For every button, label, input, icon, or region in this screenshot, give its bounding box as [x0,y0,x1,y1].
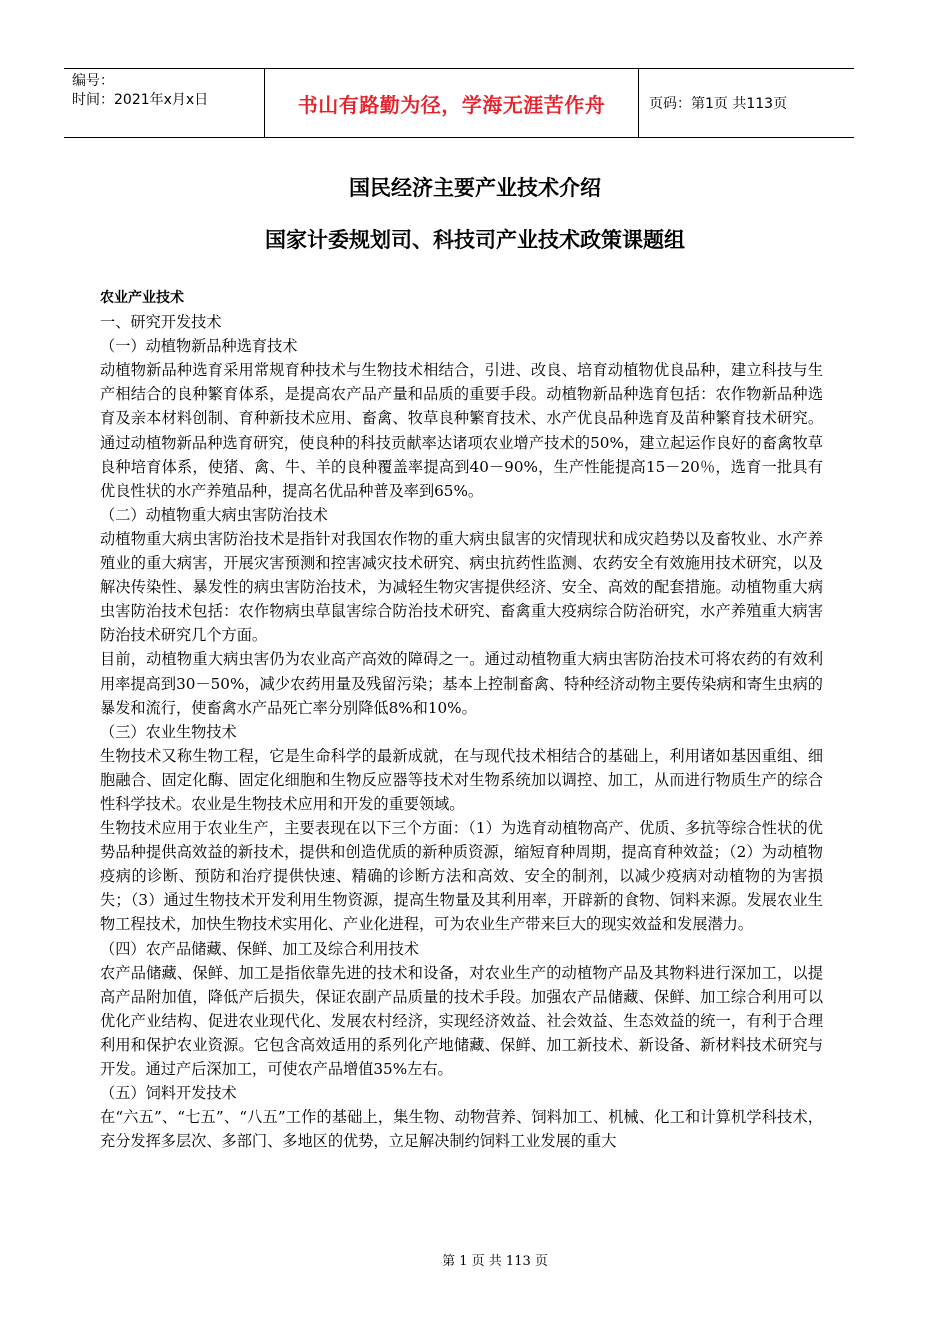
page-footer: 第 1 页 共 113 页 [442,1254,548,1269]
subheading-1: （一）动植物新品种选育技术 [100,337,298,356]
subheading-2: （二）动植物重大病虫害防治技术 [100,505,328,524]
header-meta [64,69,265,137]
document-title: 国民经济主要产业技术介绍 [349,176,601,200]
page-header [64,68,854,138]
subheading-5: （五）饲料开发技术 [100,1084,237,1103]
paragraph: 生物技术应用于农业生产，主要表现在以下三个方面：（1）为选育动植物高产、优质、多抗等综合性状的优势品种提供高效益的新技术，提供和创造优质的新种质资源，缩短育种周期，提高育种效益；（2）为动植物疫病的诊断、预防和治疗提供快速、精确的诊断方法和高效、安全的制剂，以减少疫病对动植物的为害损失；（3）通过生物技术开发利用生物资源，提高生物量及其利用率，开辟新的食物、饲料来源。发展农业生物工程技术，加快生物技术实用化、产业化进程，可为农业生产带来巨大的现实效益和发展潜力。 [100,819,823,934]
part-heading: 一、研究开发技术 [100,313,222,332]
header-time: 时间：2021年x月x日 [72,92,209,108]
header-motto: 书山有路勤为径，学海无涯苦作舟 [265,69,639,137]
paragraph: 生物技术又称生物工程，它是生命科学的最新成就，在与现代技术相结合的基础上，利用诸如基因重组、细胞融合、固定化酶、固定化细胞和生物反应器等技术对生物系统加以调控、加工，从而进行物质生产的综合性科学技术。农业是生物技术应用和开发的重要领域。 [100,746,823,813]
paragraph: 动植物重大病虫害防治技术是指针对我国农作物的重大病虫鼠害的灾情现状和成灾趋势以及畜牧业、水产养殖业的重大病害，开展灾害预测和控害减灾技术研究、病虫抗药性监测、农药安全有效施用技术研究，以及解决传染性、暴发性的病虫害防治技术，为减轻生物灾害提供经济、安全、高效的配套措施。动植物重大病虫害防治技术包括：农作物病虫草鼠害综合防治技术研究、畜禽重大疫病综合防治研究，水产养殖重大病害防治技术研究几个方面。 [100,529,823,645]
paragraph: 目前，动植物重大病虫害仍为农业高产高效的障碍之一。通过动植物重大病虫害防治技术可将农药的有效利用率提高到30－50%，减少农药用量及残留污染；基本上控制畜禽、特种经济动物主要传染病和寄生虫病的暴发和流行，使畜禽水产品死亡率分别降低8%和10%。 [100,650,823,717]
header-number: 编号： [72,73,114,89]
subheading-3: （三）农业生物技术 [100,722,237,741]
section-heading: 农业产业技术 [100,290,184,306]
paragraph: 农产品储藏、保鲜、加工是指依靠先进的技术和设备，对农业生产的动植物产品及其物料进行深加工，以提高产品附加值，降低产后损失，保证农副产品质量的技术手段。加强农产品储藏、保鲜、加工综合利用可以优化产业结构、促进农业现代化、发展农村经济，实现经济效益、社会效益、生态效益的统一，有利于合理利用和保护农业资源。它包含高效适用的系列化产地储藏、保鲜、加工新技术、新设备、新材料技术研究与开发。通过产后深加工，可使农产品增值35%左右。 [100,963,823,1078]
paragraph: 在“六五”、“七五”、“八五”工作的基础上，集生物、动物营养、饲料加工、机械、化工和计算机学科技术，充分发挥多层次、多部门、多地区的优势，立足解决制约饲料工业发展的重大 [100,1108,823,1151]
header-page-info: 页码：第1页 共113页 [649,96,788,112]
subheading-4: （四）农产品储藏、保鲜、加工及综合利用技术 [100,939,419,958]
document-body [100,286,823,1153]
document-subtitle: 国家计委规划司、科技司产业技术政策课题组 [265,228,685,252]
paragraph: 动植物新品种选育采用常规育种技术与生物技术相结合，引进、改良、培育动植物优良品种，建立科技与生产相结合的良种繁育体系，是提高农产品产量和品质的重要手段。动植物新品种选育包括：农作物新品种选育及亲本材料创制、育种新技术应用、畜禽、牧草良种繁育技术、水产优良品种选育及苗种繁育技术研究。通过动植物新品种选育研究，使良种的科技贡献率达诸项农业增产技术的50%，建立起运作良好的畜禽牧草良种培育体系，使猪、禽、牛、羊的良种覆盖率提高到40－90%，生产性能提高15－20％，选育一批具有优良性状的水产养殖品种，提高名优品种普及率到65%。 [100,361,823,500]
